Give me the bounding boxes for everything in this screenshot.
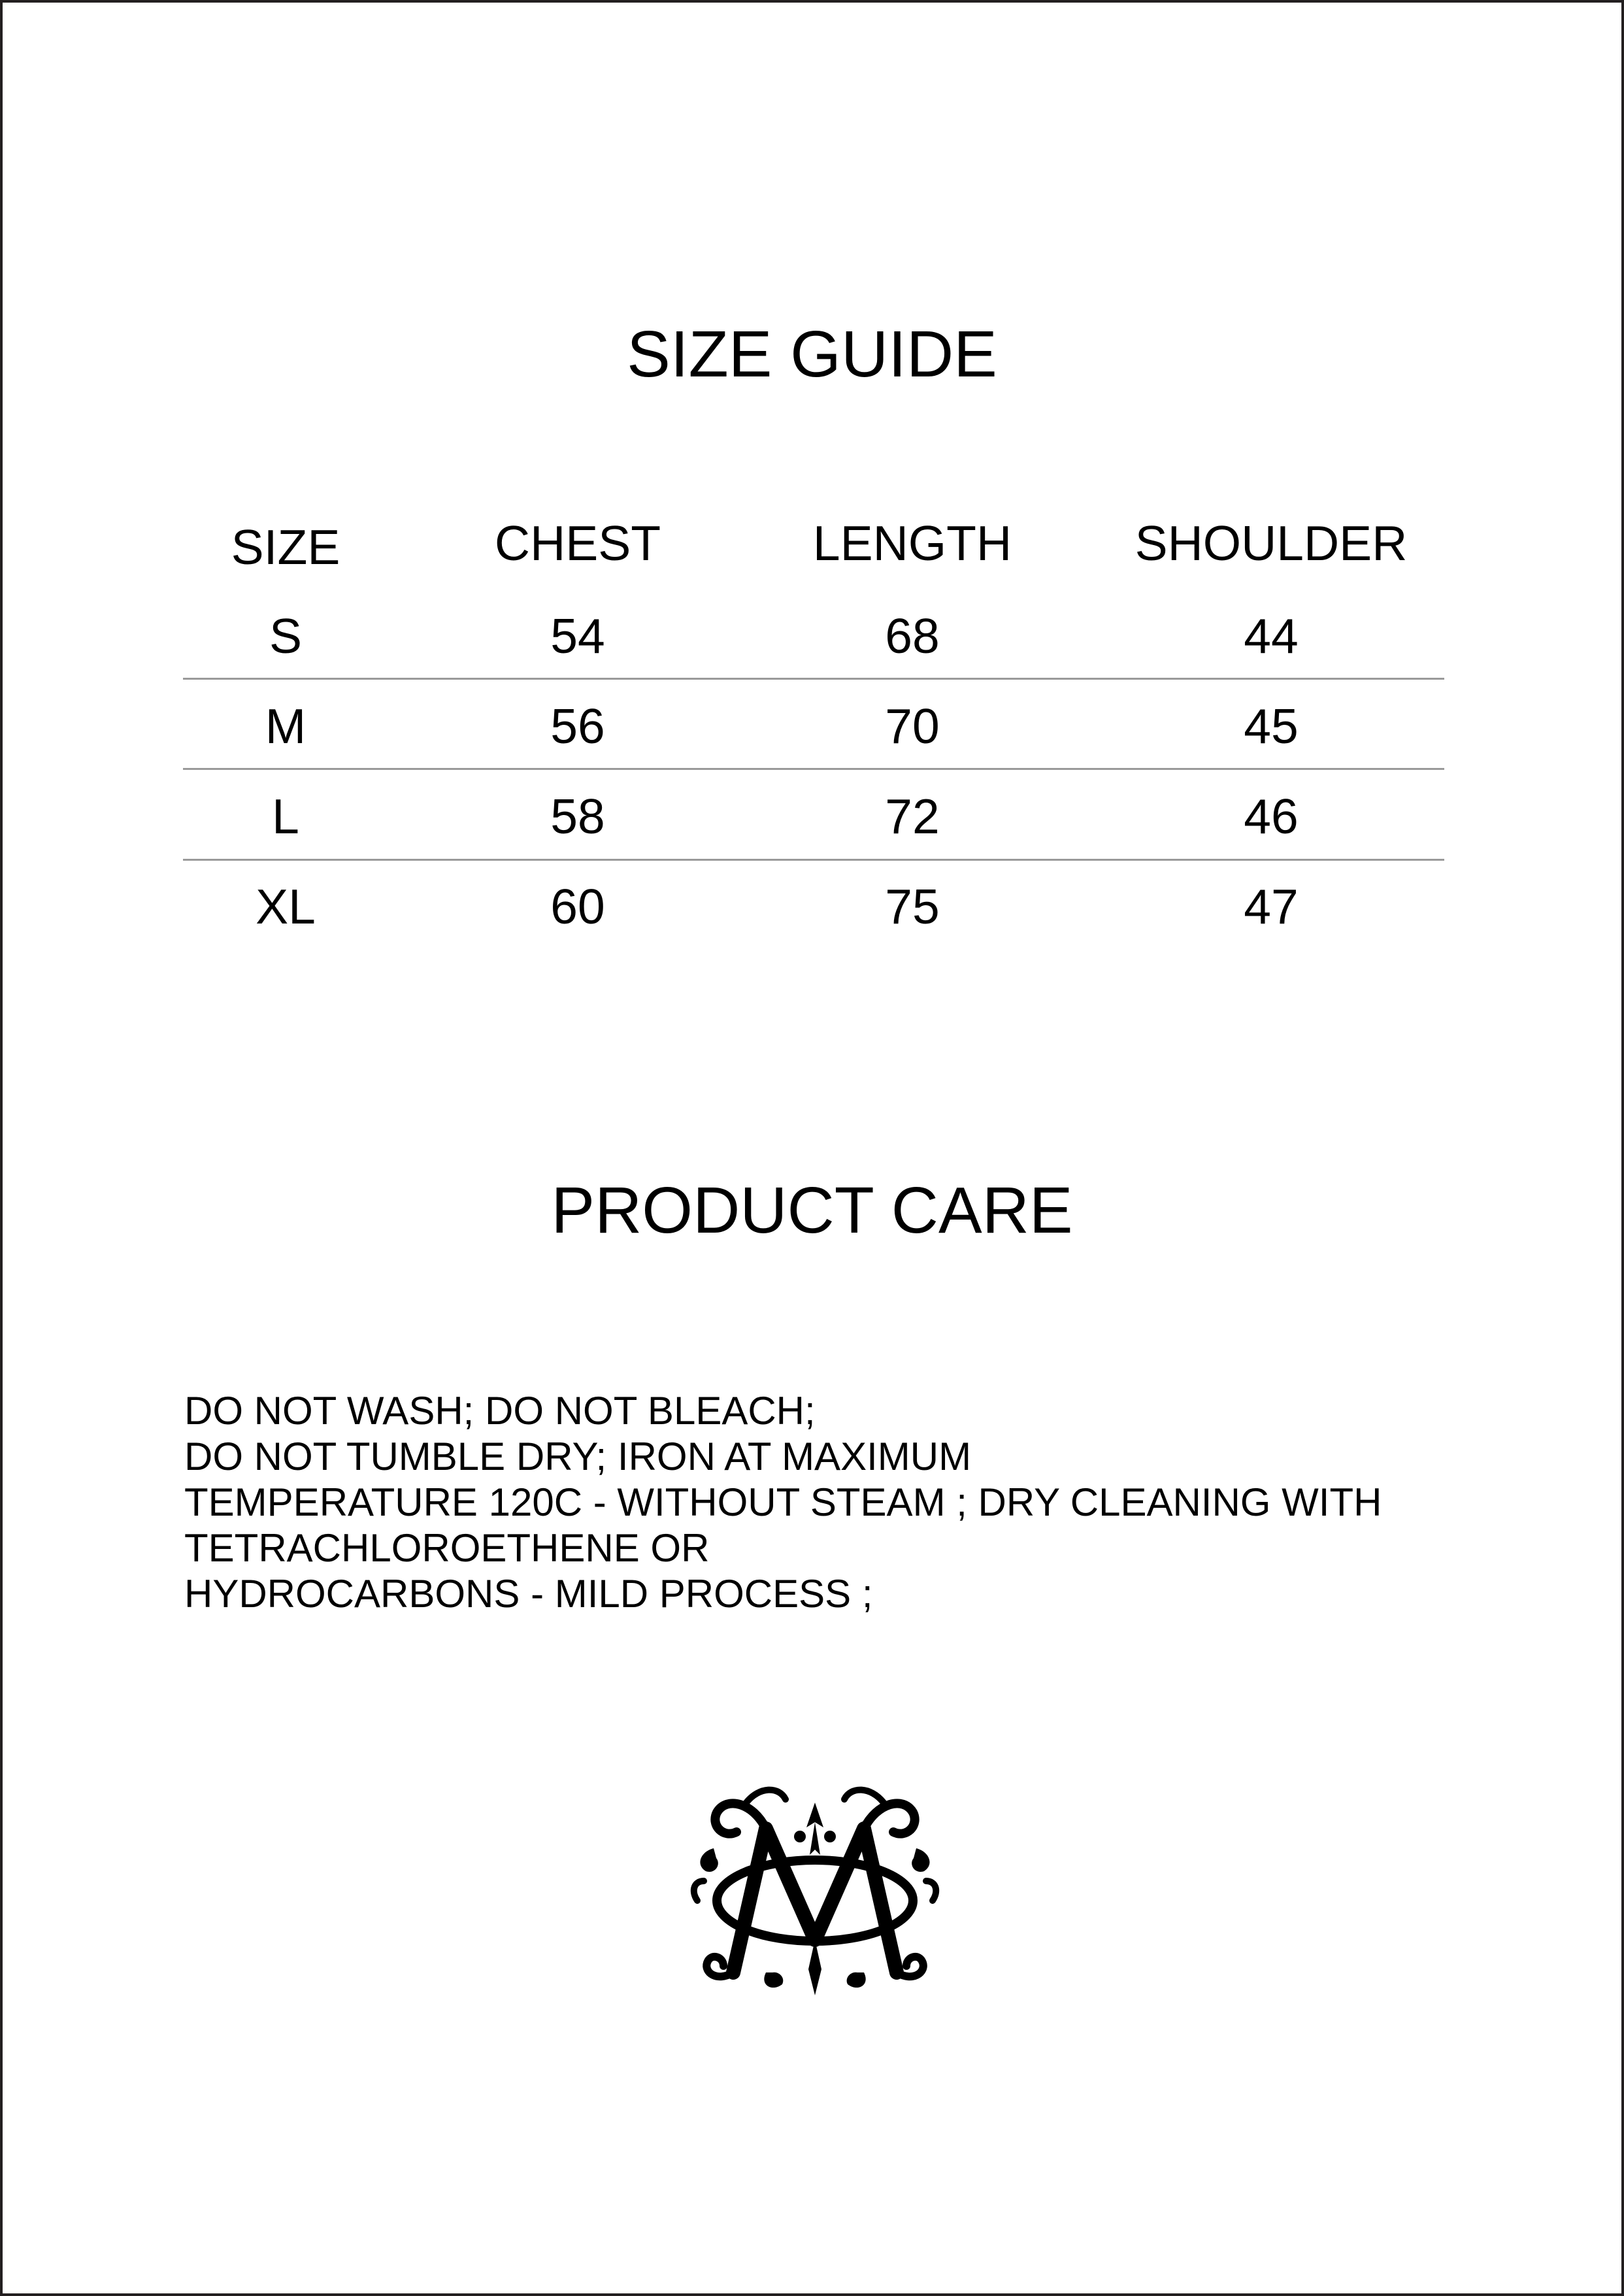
table-row — [183, 584, 1444, 674]
column-header-chest: CHEST — [494, 516, 661, 571]
shoulder-cell: 47 — [1244, 879, 1299, 934]
table-row — [183, 765, 1444, 855]
care-instructions — [184, 1388, 1491, 1617]
shoulder-cell: 45 — [1244, 699, 1299, 754]
column-header-size: SIZE — [231, 520, 340, 574]
size-table — [183, 506, 1444, 934]
length-cell: 75 — [885, 879, 940, 934]
product-care-title: PRODUCT CARE — [551, 1174, 1073, 1247]
chest-cell: 54 — [550, 608, 605, 663]
size-cell: L — [272, 789, 299, 844]
shoulder-cell: 44 — [1244, 608, 1299, 663]
table-row — [183, 855, 1444, 945]
column-header-shoulder: SHOULDER — [1135, 516, 1408, 571]
table-header-row — [183, 506, 1444, 596]
chest-cell: 56 — [550, 699, 605, 754]
size-guide-title: SIZE GUIDE — [627, 318, 997, 391]
column-header-length: LENGTH — [812, 516, 1012, 571]
length-cell: 70 — [885, 699, 940, 754]
size-cell: M — [265, 699, 307, 754]
care-line: TEMPERATURE 120C - WITHOUT STEAM ; DRY CLEANING WITH — [184, 1480, 1382, 1524]
chest-cell: 58 — [550, 789, 605, 844]
care-line: DO NOT TUMBLE DRY; IRON AT MAXIMUM — [184, 1435, 972, 1478]
size-cell: XL — [256, 879, 316, 934]
monogram-logo-icon — [688, 1776, 942, 1999]
chest-cell: 60 — [550, 879, 605, 934]
length-cell: 72 — [885, 789, 940, 844]
shoulder-cell: 46 — [1244, 789, 1299, 844]
care-line: DO NOT WASH; DO NOT BLEACH; — [184, 1389, 816, 1433]
care-line: HYDROCARBONS - MILD PROCESS ; — [184, 1572, 873, 1616]
size-cell: S — [269, 608, 303, 663]
table-row — [183, 674, 1444, 765]
care-line: TETRACHLOROETHENE OR — [184, 1526, 710, 1570]
length-cell: 68 — [885, 608, 940, 663]
